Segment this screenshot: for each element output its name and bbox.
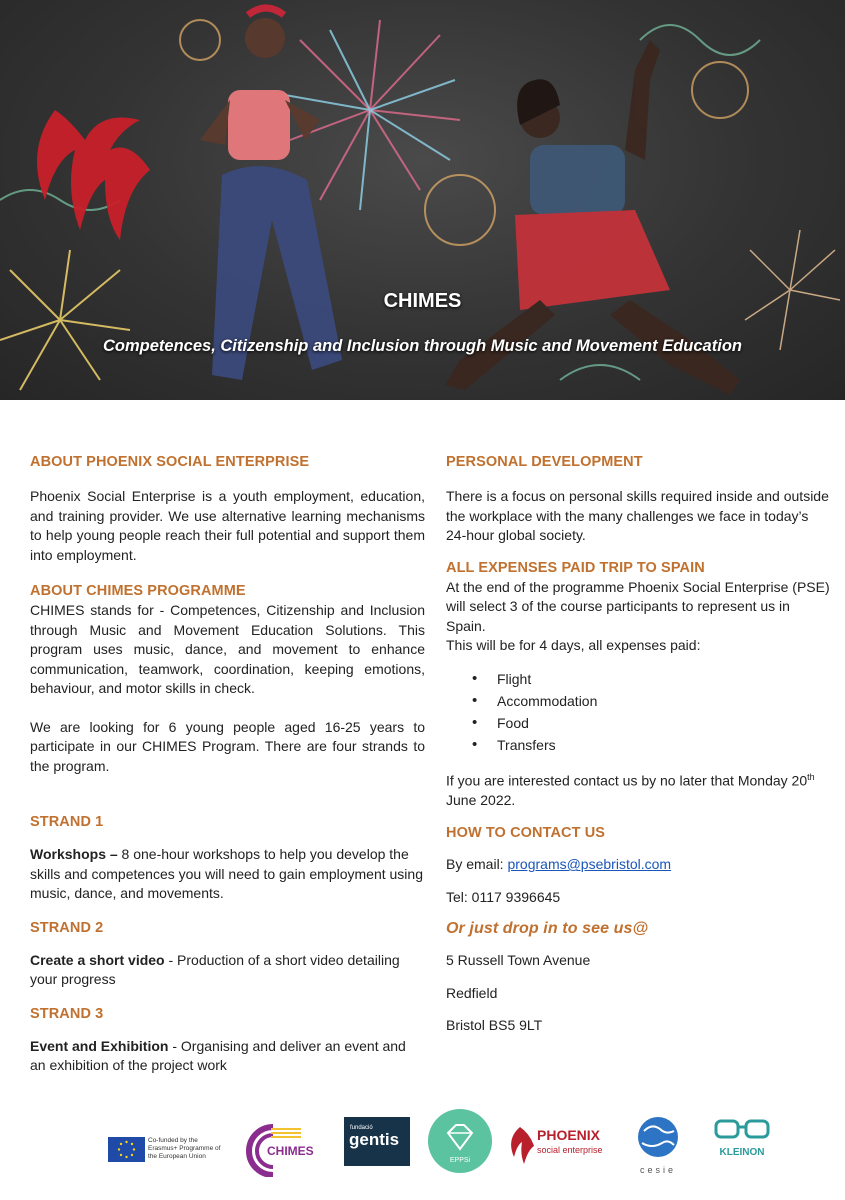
personal-development-body: There is a focus on personal skills required inside and outside the workplace with the many challenges we face in today’s 24-hour global society. <box>446 488 829 543</box>
strand2-body <box>30 951 425 990</box>
address-line-3: Bristol BS5 9LT <box>446 1017 543 1034</box>
trip-body-2: This will be for 4 days, all expenses paid: <box>446 637 701 653</box>
deadline-text <box>446 768 831 811</box>
hero-subtitle: Competences, Citizenship and Inclusion through Music and Movement Education <box>103 337 742 355</box>
strand2-bold: Create a short video <box>30 951 165 968</box>
gentis-text: gentis <box>349 1130 400 1149</box>
hero-title: CHIMES <box>383 290 462 312</box>
email-label: By email: <box>446 856 508 873</box>
contact-tel: Tel: 0117 9396645 <box>446 888 561 905</box>
phoenix-sub-text: social enterprise <box>537 1145 603 1155</box>
eu-text: Co-funded by the Erasmus+ Programme of the European Union <box>148 1137 221 1160</box>
eppsi-logo <box>428 1109 492 1173</box>
phoenix-bird-icon <box>505 1123 535 1165</box>
cesie-text: cesie <box>639 1165 676 1175</box>
address-line-1: 5 Russell Town Avenue <box>446 952 591 969</box>
strand1-heading: STRAND 1 <box>30 814 104 830</box>
strand3-bold: Event and Exhibition <box>30 1037 169 1054</box>
dancer-left <box>200 8 342 380</box>
chimes-logo <box>243 1123 314 1177</box>
list-item: • Food <box>446 712 831 734</box>
partner-logos <box>0 1105 845 1185</box>
list-item: • Transfers <box>446 734 831 756</box>
about-pse-body: Phoenix Social Enterprise is a youth employment, education, and training provider. We use alternative learning mechanisms to help young people reach their full potential and support them into employment. <box>30 488 425 563</box>
strand3-heading: STRAND 3 <box>30 1005 104 1022</box>
about-chimes-body: CHIMES stands for - Competences, Citizenship and Inclusion through Music and Movement Education Solutions. This program uses music, dance, and movement to enhance communication, teamwork, coordination, keeping emotions, behaviour, and motor skills in check. <box>30 602 425 696</box>
eu-logo <box>108 1137 145 1162</box>
trip-heading: ALL EXPENSES PAID TRIP TO SPAIN <box>446 559 705 576</box>
globe-icon <box>630 1113 686 1163</box>
phoenix-logo <box>505 1121 620 1169</box>
kleinon-logo <box>712 1117 772 1167</box>
email-link[interactable]: programs@psebristol.com <box>507 856 672 873</box>
glasses-icon <box>712 1117 772 1143</box>
list-item: • Accommodation <box>446 690 831 712</box>
hero-banner <box>0 0 845 400</box>
phoenix-emblem-icon <box>37 110 150 240</box>
strand3-text: - Organising and deliver an event and an exhibition of the project work <box>30 1037 406 1073</box>
about-chimes-heading: ABOUT CHIMES PROGRAMME <box>30 583 246 599</box>
about-chimes-body-2: We are looking for 6 young people aged 16-25 years to participate in our CHIMES Program. There are four strands to the program. <box>30 718 425 774</box>
strand1-text: 8 one-hour workshops to help you develop the skills and competences you will need to gain employment using music, dance, and movements. <box>30 846 423 901</box>
drop-in-heading: Or just drop in to see us@ <box>446 920 649 938</box>
eu-stars-icon <box>108 1137 145 1162</box>
list-item: • Flight <box>446 668 831 690</box>
trip-expenses-list <box>446 668 831 756</box>
deadline-pre: If you are interested contact us by no later that Monday 20 <box>446 772 808 789</box>
deadline-sup: th <box>807 771 815 782</box>
strand3-body <box>30 1037 425 1076</box>
trip-body: At the end of the programme Phoenix Social Enterprise (PSE) will select 3 of the course participants to represent us in Spain. <box>446 578 830 634</box>
strand1-body <box>30 845 425 904</box>
about-pse-heading: ABOUT PHOENIX SOCIAL ENTERPRISE <box>30 454 310 470</box>
cesie-logo <box>630 1113 686 1183</box>
address-line-2: Redfield <box>446 984 498 1001</box>
phoenix-text: PHOENIX <box>537 1127 601 1143</box>
eppsi-text: EPPSi <box>449 1157 471 1164</box>
gentis-small-text: fundació <box>350 1125 373 1131</box>
right-column <box>446 450 831 1036</box>
personal-development-heading: PERSONAL DEVELOPMENT <box>446 454 643 470</box>
gentis-logo <box>344 1117 410 1166</box>
strand2-heading: STRAND 2 <box>30 919 104 936</box>
kleinon-text: KLEINON <box>719 1147 765 1158</box>
chimes-logo-text: CHIMES <box>267 1144 314 1158</box>
deadline-post: June 2022. <box>446 791 516 808</box>
strand2-text: - Production of a short video detailing your progress <box>30 951 400 987</box>
strand1-bold: Workshops – <box>30 846 118 862</box>
left-column <box>30 450 425 1076</box>
contact-email-line <box>446 855 831 875</box>
contact-heading: HOW TO CONTACT US <box>446 825 606 842</box>
